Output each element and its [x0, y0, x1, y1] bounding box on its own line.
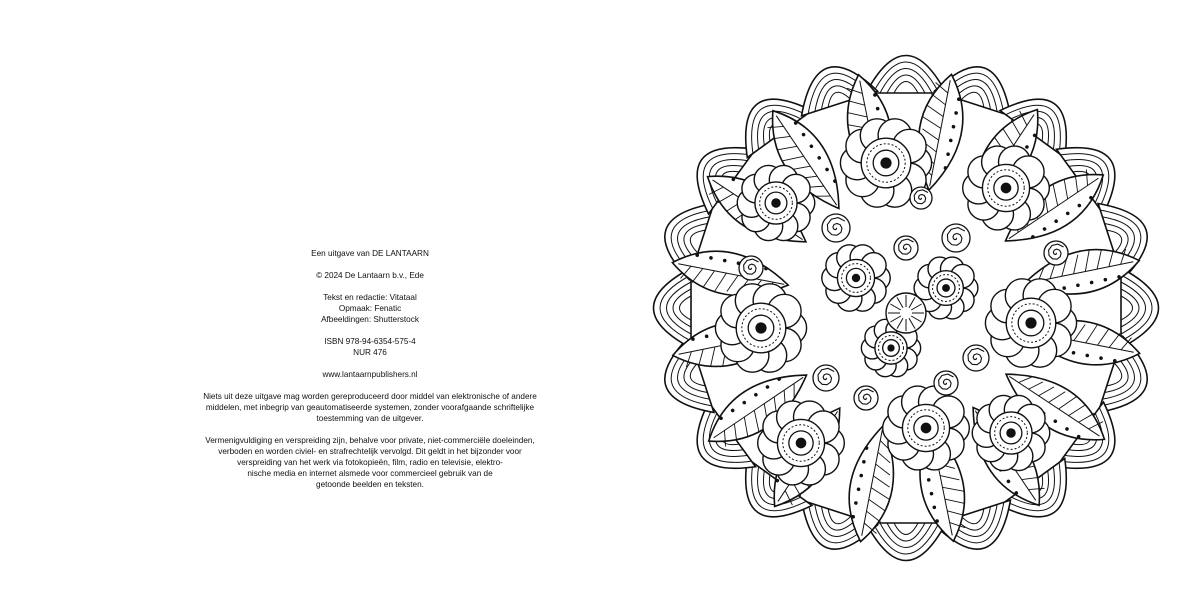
spiral-rosette: [739, 256, 763, 280]
rights-line: middelen, met inbegrip van geautomatiseerde systemen, zonder voorafgaande schriftelijke: [205, 403, 535, 412]
spiral-rosette: [894, 236, 918, 260]
spiral-rosette: [934, 371, 958, 395]
credit-text: Tekst en redactie: Vitataal: [323, 293, 417, 302]
mandala-illustration: [636, 38, 1176, 578]
rights-line: toestemming van de uitgever.: [316, 414, 424, 423]
spiral-rosette: [854, 386, 878, 410]
copying-line: verboden en worden civiel- en strafrechtelijk vervolgd. Dit geldt in het bijzonder voor: [218, 447, 522, 456]
flower-motif: [822, 245, 890, 311]
spiral-rosette: [813, 365, 839, 391]
copying-line: Vermenigvuldiging en verspreiding zijn, behalve voor private, niet-commerciële doeleinden,: [205, 436, 535, 445]
copying-line: getoonde beelden en teksten.: [316, 480, 424, 489]
spiral-rosette: [963, 345, 989, 371]
copying-line: nische media en internet alsmede voor commercieel gebruik van de: [247, 469, 493, 478]
copying-paragraph: [130, 435, 610, 490]
colophon-text: [130, 248, 610, 501]
spiral-rosette: [942, 224, 970, 252]
rights-line: Niets uit deze uitgave mag worden gereproduceerd door middel van elektronische of andere: [203, 392, 537, 401]
spiral-rosette: [910, 187, 932, 209]
flower-motif: [883, 386, 970, 470]
flower-motif: [758, 401, 845, 485]
flower-motif: [985, 279, 1076, 367]
copying-line: verspreiding van het werk via fotokopieën, film, radio en televisie, elektro-: [237, 458, 503, 467]
nur-line: NUR 476: [353, 348, 387, 357]
flower-motif: [737, 165, 815, 240]
rights-paragraph: [130, 391, 610, 424]
flower-motif: [972, 395, 1050, 470]
publisher-line: Een uitgave van DE LANTAARN: [311, 249, 429, 258]
credit-images: Afbeeldingen: Shutterstock: [321, 315, 419, 324]
isbn-line: ISBN 978-94-6354-575-4: [324, 337, 416, 346]
center-medallion: [886, 293, 926, 333]
spiral-rosette: [1044, 241, 1068, 265]
flower-motif: [715, 284, 806, 372]
website-link: www.lantaarnpublishers.nl: [322, 370, 418, 379]
credit-layout: Opmaak: Fenatic: [338, 304, 402, 313]
copyright-line: © 2024 De Lantaarn b.v., Ede: [316, 271, 424, 280]
flower-motif: [963, 146, 1050, 230]
spiral-rosette: [822, 214, 850, 242]
